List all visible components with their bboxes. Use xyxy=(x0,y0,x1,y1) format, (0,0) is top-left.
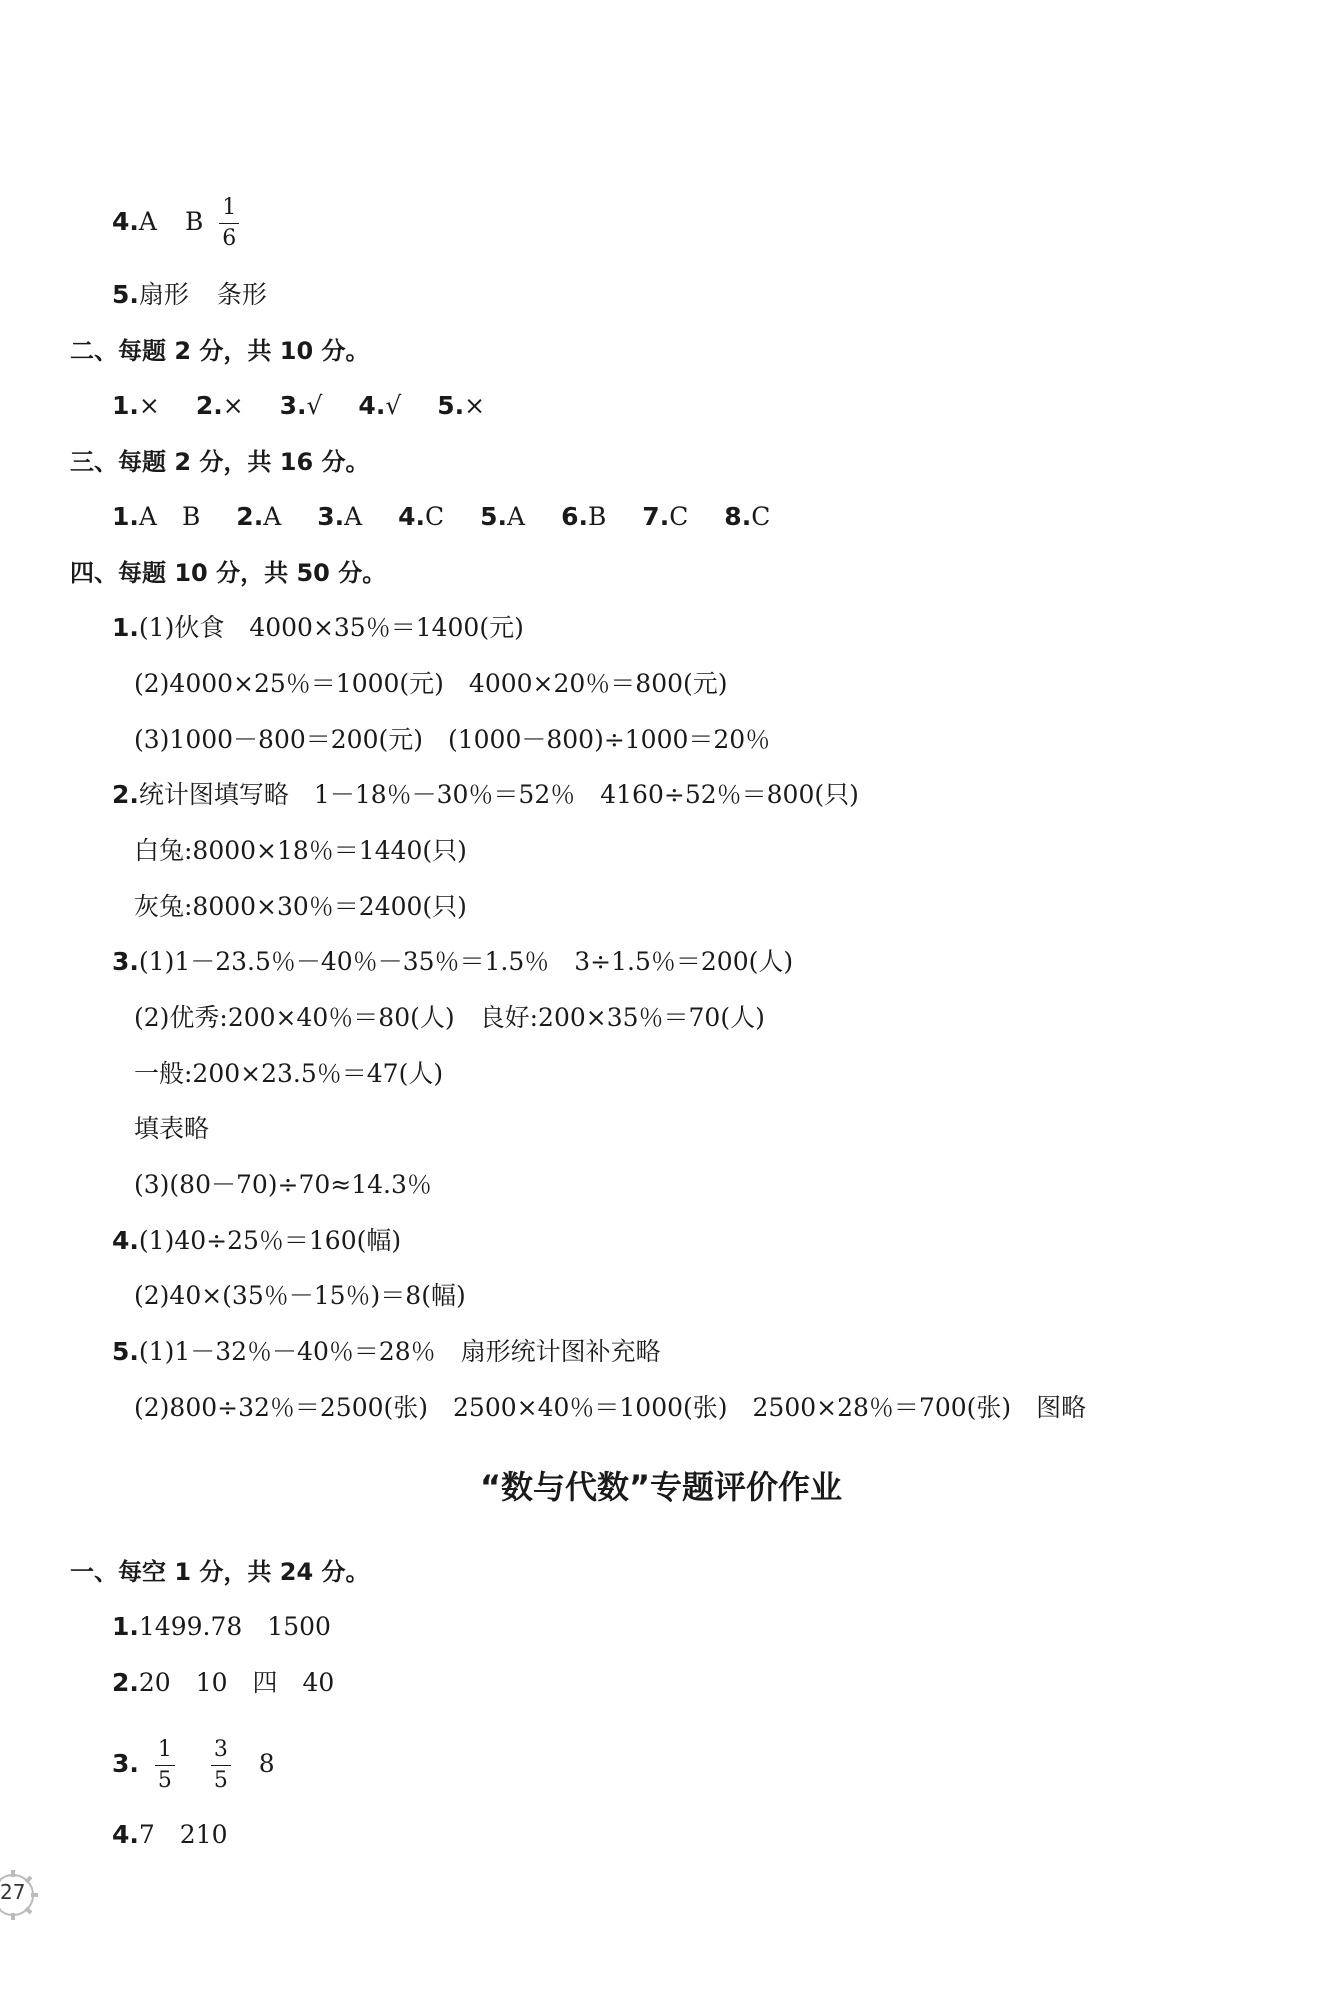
answer-line: (2)4000×25％＝1000(元) 4000×20％＝800(元) xyxy=(134,669,728,698)
section-header: 四、每题 10 分，共 50 分。 xyxy=(70,559,387,587)
question-number: 2. xyxy=(112,780,139,809)
question-number: 2. xyxy=(112,1668,139,1697)
answer-line: (2)40×(35％－15％)＝8(幅) xyxy=(134,1281,466,1310)
answer-line: 白兔:8000×18％＝1440(只) xyxy=(134,836,467,865)
answer: C xyxy=(425,502,445,531)
fraction-numerator: 1 xyxy=(157,1737,172,1762)
fraction xyxy=(219,196,239,251)
question-number: 5. xyxy=(112,280,139,309)
answer-text: 20 10 四 40 xyxy=(138,1668,335,1697)
answer: × xyxy=(464,391,486,420)
fraction-denominator: 5 xyxy=(157,1768,172,1793)
answer-line xyxy=(112,1738,275,1793)
answer-row xyxy=(112,502,770,532)
question-number: 3. xyxy=(279,391,307,420)
question-number: 4. xyxy=(358,391,386,420)
question-number: 4. xyxy=(112,1820,139,1849)
section-header: 三、每题 2 分，共 16 分。 xyxy=(70,448,370,476)
answer-b: 条形 xyxy=(216,280,267,309)
answer-line xyxy=(112,1226,401,1256)
answer-b: B xyxy=(184,207,204,236)
fraction-numerator: 3 xyxy=(213,1737,228,1762)
answer-line-4 xyxy=(112,196,247,251)
answer: A xyxy=(507,502,526,531)
answer-line xyxy=(112,1668,334,1698)
answer: √ xyxy=(306,391,323,420)
question-number: 5. xyxy=(480,502,508,531)
question-number: 3. xyxy=(317,502,345,531)
fraction-numerator: 1 xyxy=(222,195,237,220)
question-number: 1. xyxy=(112,502,139,531)
answer-line: 填表略 xyxy=(134,1114,210,1143)
question-number: 3. xyxy=(112,947,139,976)
answer-text: 统计图填写略 1－18％－30％＝52％ 4160÷52％＝800(只) xyxy=(138,780,859,809)
question-number: 5. xyxy=(112,1337,139,1366)
answer-line xyxy=(112,1612,331,1642)
question-number: 1. xyxy=(112,1612,139,1641)
answer-line xyxy=(112,1337,661,1367)
question-number: 7. xyxy=(642,502,670,531)
answer-text: 8 xyxy=(258,1749,275,1778)
answer-line xyxy=(112,947,793,977)
answer-line xyxy=(112,1820,228,1850)
answer-text: (1)1－23.5％－40％－35％＝1.5％ 3÷1.5％＝200(人) xyxy=(138,947,794,976)
fraction-bar xyxy=(155,1765,175,1766)
answer-line: (2)800÷32％＝2500(张) 2500×40％＝1000(张) 2500×28％＝700(张) 图略 xyxy=(134,1393,1087,1422)
section-header: 一、每空 1 分，共 24 分。 xyxy=(70,1558,370,1586)
fraction xyxy=(211,1738,231,1793)
answer-line: 一般:200×23.5％＝47(人) xyxy=(134,1059,444,1088)
answer-line: (2)优秀:200×40％＝80(人) 良好:200×35％＝70(人) xyxy=(134,1003,765,1032)
question-number: 1. xyxy=(112,391,139,420)
question-number: 4. xyxy=(398,502,426,531)
question-number: 1. xyxy=(112,613,139,642)
answer-text: (1)1－32％－40％＝28％ 扇形统计图补充略 xyxy=(138,1337,661,1366)
answer-a: A xyxy=(138,207,157,236)
answer: C xyxy=(669,502,689,531)
answer-text: 7 210 xyxy=(138,1820,228,1849)
fraction xyxy=(155,1738,175,1793)
answer-row xyxy=(112,391,485,421)
section-header: 二、每题 2 分，共 10 分。 xyxy=(70,337,370,365)
answer-line xyxy=(112,613,524,643)
answer-text: 1499.78 1500 xyxy=(138,1612,331,1641)
question-number: 3. xyxy=(112,1749,139,1778)
answer-a: 扇形 xyxy=(138,280,189,309)
question-number: 2. xyxy=(236,502,264,531)
fraction-denominator: 5 xyxy=(213,1768,228,1793)
answer-line xyxy=(112,780,859,810)
answer: A B xyxy=(138,502,201,531)
answer: A xyxy=(263,502,282,531)
answer-line: (3)(80－70)÷70≈14.3％ xyxy=(134,1170,432,1199)
question-number: 6. xyxy=(561,502,588,531)
fraction-bar xyxy=(211,1765,231,1766)
answer: × xyxy=(138,391,160,420)
page-number: 27 xyxy=(0,1880,26,1904)
question-number: 4. xyxy=(112,1226,139,1255)
question-number: 5. xyxy=(437,391,465,420)
answer-line-5 xyxy=(112,280,267,310)
question-number: 2. xyxy=(195,391,223,420)
answer-text: (1)伙食 4000×35％＝1400(元) xyxy=(138,613,524,642)
answer: C xyxy=(751,502,771,531)
answer: × xyxy=(222,391,244,420)
page-title: “数与代数”专题评价作业 xyxy=(479,1468,843,1506)
answer: B xyxy=(587,502,607,531)
answer: √ xyxy=(385,391,402,420)
answer: A xyxy=(344,502,363,531)
fraction-bar xyxy=(219,223,239,224)
answer-text: (1)40÷25％＝160(幅) xyxy=(138,1226,402,1255)
question-number: 4. xyxy=(112,207,139,236)
fraction-denominator: 6 xyxy=(222,226,237,251)
question-number: 8. xyxy=(724,502,752,531)
answer-line: (3)1000－800＝200(元) (1000－800)÷1000＝20％ xyxy=(134,725,771,754)
answer-line: 灰兔:8000×30％＝2400(只) xyxy=(134,892,467,921)
